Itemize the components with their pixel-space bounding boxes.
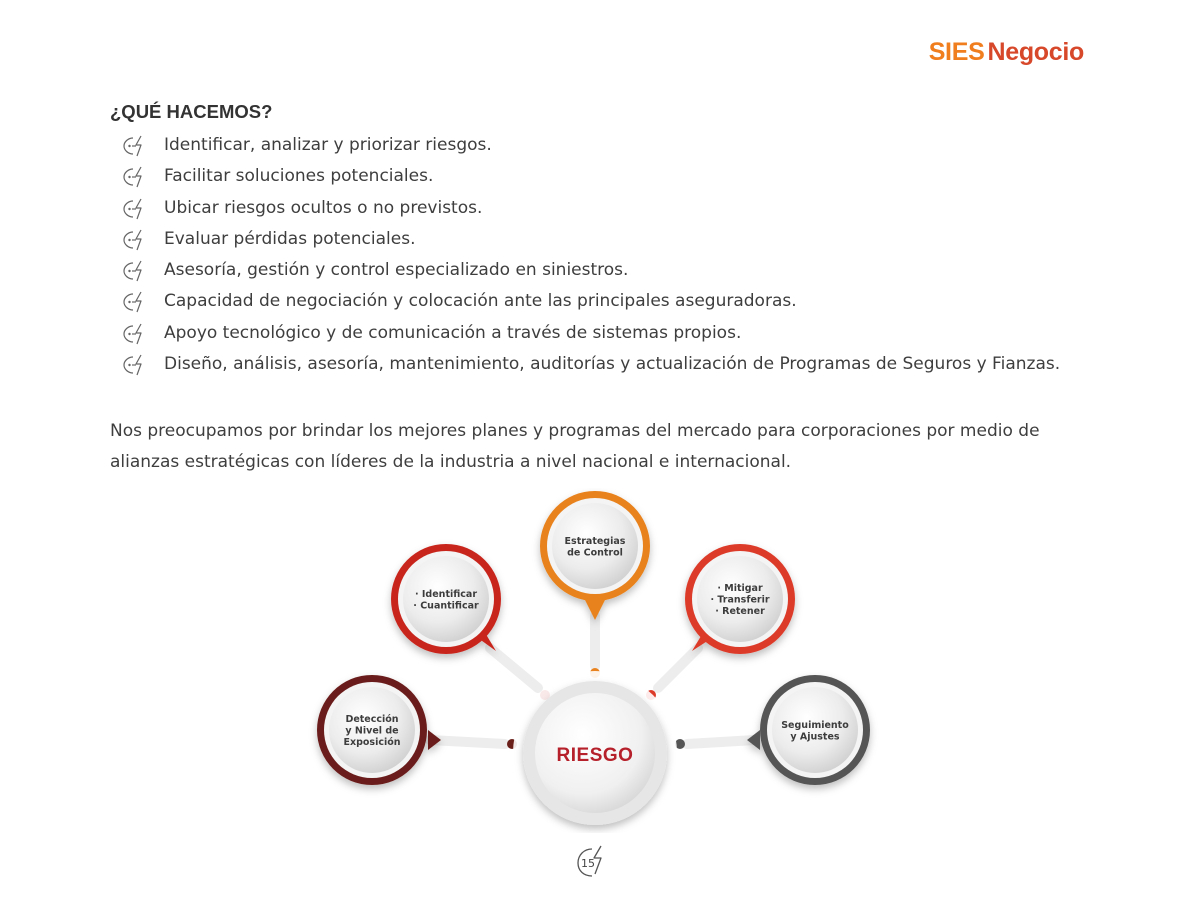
bullet-text: Apoyo tecnológico y de comunicación a través de sistemas propios. [164, 322, 742, 343]
diagram-node-mitigar [685, 544, 795, 654]
bullet-text: Ubicar riesgos ocultos o no previstos. [164, 197, 483, 218]
node-label-line: Detección [345, 714, 399, 725]
brand-part-1: SIES [928, 38, 985, 66]
page-number-badge [574, 844, 614, 880]
bullet-text: Capacidad de negociación y colocación ante las principales aseguradoras. [164, 291, 797, 312]
connector-line [687, 740, 755, 744]
node-label-line: Seguimiento [781, 719, 849, 731]
node-label-line: Estrategias [564, 535, 626, 547]
brand-logo [929, 38, 1084, 67]
node-label-line: Exposición [343, 737, 401, 748]
bullet-icon [122, 354, 146, 376]
bullet-item [122, 286, 1082, 317]
connector-line [430, 740, 505, 744]
node-label-line: y Ajustes [790, 731, 840, 743]
bullet-icon [122, 229, 146, 251]
node-label-line: de Control [567, 547, 623, 559]
node-pointer [585, 600, 605, 620]
diagram-node-deteccion [317, 675, 441, 785]
bullet-icon [122, 291, 146, 313]
riesgo-diagram [300, 488, 900, 833]
bullet-item [122, 349, 1082, 380]
bullet-item [122, 255, 1082, 286]
bullet-item [122, 161, 1082, 192]
node-label-line: · Identificar [414, 588, 478, 600]
bullet-text: Diseño, análisis, asesoría, mantenimiento, auditorías y actualización de Programas de Seguros y Fianzas. [164, 354, 1061, 375]
bullet-icon [122, 260, 146, 282]
node-label-line: · Cuantificar [413, 600, 479, 612]
bullet-icon [122, 323, 146, 345]
node-label-line: · Mitigar [717, 583, 763, 594]
node-pointer [428, 730, 441, 750]
node-label-line: y Nivel de [345, 725, 399, 737]
diagram-node-seguimiento [747, 675, 870, 785]
bullet-text: Asesoría, gestión y control especializado en siniestros. [164, 260, 629, 281]
bullet-text: Evaluar pérdidas potenciales. [164, 228, 416, 249]
section-heading: ¿QUÉ HACEMOS? [110, 101, 273, 122]
bullet-item [122, 318, 1082, 349]
node-pointer [747, 730, 760, 750]
bullet-icon [122, 166, 146, 188]
bullet-item [122, 130, 1082, 161]
connector-line [490, 648, 538, 688]
bullet-item [122, 193, 1082, 224]
bullet-text: Facilitar soluciones potenciales. [164, 166, 434, 187]
bullet-text: Identificar, analizar y priorizar riesgos. [164, 135, 492, 155]
page-number: 15 [581, 857, 595, 870]
intro-paragraph: Nos preocupamos por brindar los mejores planes y programas del mercado para corporaciones por medio de alianzas estratégicas con líderes de la industria a nivel nacional e internacional. [110, 421, 1040, 472]
diagram-node-estrategias [540, 491, 650, 620]
bullet-icon [122, 198, 146, 220]
bullet-list [122, 130, 1082, 380]
center-label: RIESGO [556, 745, 634, 766]
page-number-bolt-icon [594, 846, 601, 874]
diagram-node-identificar [391, 544, 501, 654]
node-label-line: · Retener [715, 606, 765, 617]
brand-part-2: Negocio [987, 38, 1084, 66]
node-label-line: · Transferir [710, 594, 770, 606]
connector-line [658, 648, 698, 688]
bullet-item [122, 224, 1082, 255]
bullet-icon [122, 135, 146, 157]
